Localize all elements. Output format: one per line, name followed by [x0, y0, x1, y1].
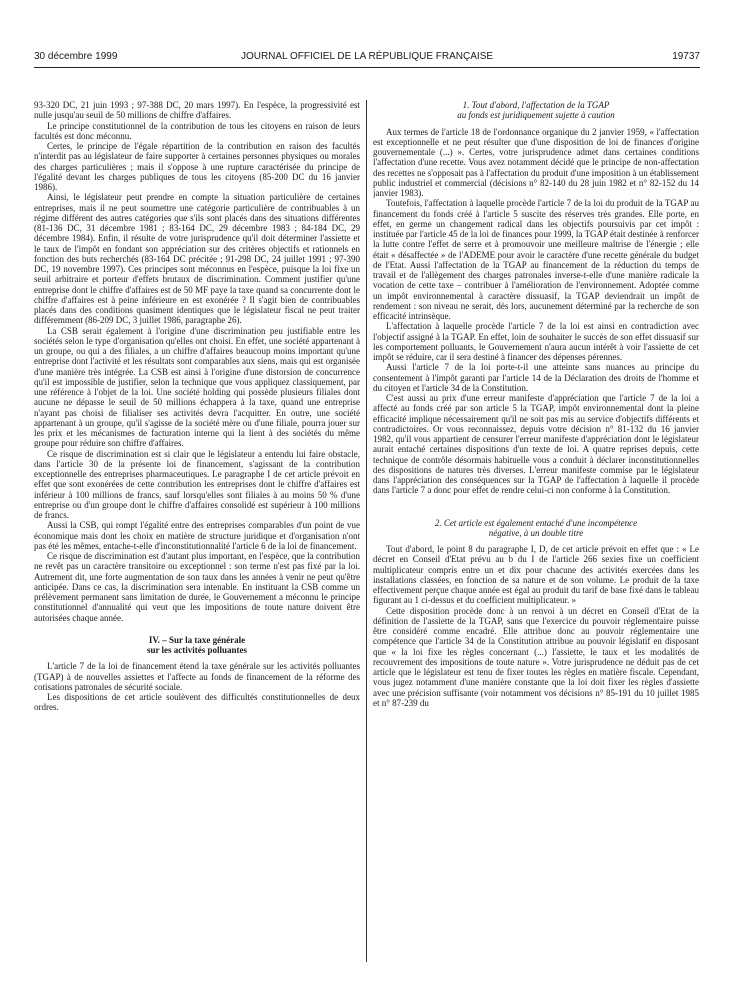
paragraph: Ainsi, le législateur peut prendre en compte la situation particulière de certaines entreprises, mais il ne peut soumettre une catégorie particulière de contribuables à un régime différent des autres catégories que s'ils sont placés dans des situations différentes (81-136 DC, 31 décembre 1981 ; 83-164 DC, 29 décembre 1983 ; 84-184 DC, 29 décembre 1984). Enfin, il résulte de votre jurisprudence qu'il doit déterminer l'assiette et le taux de l'impôt en fondant son appréciation sur des critères objectifs et rationnels en fonction des buts recherchés (83-164 DC précitée ; 91-298 DC, 24 juillet 1991 ; 97-390 DC, 19 novembre 1997). Ces principes sont méconnus en l'espèce, puisque la loi fixe un seuil arbitraire et porteur d'effets brutaux de discrimination. Comment justifier qu'une entreprise dont le chiffre d'affaires est de 50 MF paye la taxe quand sa concurrente dont le chiffre d'affaires est à peine inférieure en est exonérée ? Il s'agit bien de contribuables placés dans des conditions quasiment identiques que le législateur fiscal ne peut traiter différemment (86-209 DC, 3 juillet 1986, paragraphe 26).: [34, 192, 360, 326]
paragraph: Ce risque de discrimination est si clair que le législateur a entendu lui faire obstacle, dans l'article 30 de la présente loi de financement, s'agissant de la contribution exceptionnelle des entreprises pharmaceutiques. Le paragraphe I de cet article prévoit en effet que sont exonérées de cette contribution les entreprises dont le chiffre d'affaires est inférieur à 100 millions de francs, sauf lorsqu'elles sont filiales à au moins 50 % d'une entreprise ou d'un groupe dont le chiffre d'affaires consolidé est supérieur à 100 millions de francs.: [34, 448, 360, 520]
page-header: [34, 50, 700, 72]
paragraph: L'affectation à laquelle procède l'article 7 de la loi est ainsi en contradiction avec l'objectif assigné à la TGAP. En effet, loin de souhaiter le succès de son effet dissuasif sur les comportement polluants, le Gouvernement n'aura aucun intérêt à voir l'assiette de cet impôt se réduire, car il sera destiné à financer des dépenses pérennes.: [373, 321, 699, 362]
subsection-heading-line: négative, à un double titre: [488, 527, 584, 538]
paragraph: Aux termes de l'article 18 de l'ordonnance organique du 2 janvier 1959, « l'affectation est exceptionnelle et ne peut résulter que d'une disposition de loi de finances d'origine gouvernementale (...) ». Certes, votre jurisprudence admet dans certaines conditions l'affectation d'une recette. Vous avez notamment décidé que le principe de non-affectation des recettes ne s'opposait pas à l'affectation du produit d'une imposition à un établissement public industriel et commercial (décisions n° 82-140 du 28 juin 1982 et n° 82-152 du 14 janvier 1983).: [373, 126, 699, 198]
subsection-heading-line: 1. Tout d'abord, l'affectation de la TGAP: [462, 100, 610, 110]
subsection-heading-line: 2. Cet article est également entaché d'une incompétence: [434, 517, 638, 528]
column-divider: [366, 100, 367, 962]
paragraph: Cette disposition procède donc à un renvoi à un décret en Conseil d'Etat de la définition de l'assiette de la TGAP, sans que l'exercice du pouvoir réglementaire puisse être considéré comme encadré. Elle attribue donc au pouvoir réglementaire une compétence que l'article 34 de la Constitution attribue au pouvoir législatif en disposant que « la loi fixe les règles concernant (...) l'assiette, le taux et les modalités de recouvrement des impositions de toute nature ». Votre jurisprudence ne déduit pas de cet article que le législateur est tenu de fixer toutes les règles en matière fiscale. Cependant, vous jugez notamment d'une manière constante que la loi doit fixer les règles d'assiette avec une précision suffisante (voir notamment vos décisions n° 85-191 du 10 juillet 1985 et n° 87-239 du: [373, 605, 699, 708]
paragraph: La CSB serait également à l'origine d'une discrimination peu justifiable entre les sociétés selon le type d'organisation qu'elles ont choisi. En effet, une société appartenant à un groupe, ou qui a des filiales, a un chiffre d'affaires beaucoup moins important qu'une entreprise dont l'activité et les résultats sont comparables aux siens, mais qui est organisée d'une manière très intégrée. La CSB est ainsi à l'origine d'une distorsion de concurrence qu'il est impossible de justifier, selon la technique que vous appliquez classiquement, par une référence à l'objet de la loi. Une société holding qui possède plusieurs filiales dont aucune ne dépasse le seuil de 50 millions échappera à la taxe, quand une entreprise n'ayant pas choisi de filialiser ses activités devra l'acquitter. En outre, une société appartenant à un groupe, qu'il s'agisse de la société mère ou d'une filiale, pourra jouer sur les prix et les mécanismes de facturation interne qui la lient à des sociétés du même groupe pour réduire son chiffre d'affaires.: [34, 325, 360, 449]
paragraph: Ce risque de discrimination est d'autant plus important, en l'espèce, que la contribution ne revêt pas un caractère transitoire ou exceptionnel : son terme n'est pas fixé par la loi. Autrement dit, une forte augmentation de son taux dans les années à venir ne peut qu'être anticipée. Dans ce cas, la discrimination sera intenable. En instituant la CSB comme un prélèvement permanent sans limitation de durée, le Gouvernement a méconnu le principe constitutionnel d'annualité qui veut que les impositions de toute nature doivent être autorisées chaque année.: [34, 551, 360, 623]
section-title-line: IV. – Sur la taxe générale: [148, 634, 246, 645]
paragraph: Les dispositions de cet article soulèvent des difficultés constitutionnelles de deux ordres.: [34, 692, 360, 713]
paragraph: Aussi la CSB, qui rompt l'égalité entre des entreprises comparables d'un point de vue économique mais dont les choix en matière de structure juridique et d'organisation n'ont pas été les mêmes, entache-t-elle d'inconstitutionnalité l'article 6 de la loi de financement.: [34, 520, 360, 551]
paragraph: Toutefois, l'affectation à laquelle procède l'article 7 de la loi du produit de la TGAP au financement du fonds créé à l'article 5 suscite des réserves très grandes. Elle porte, en effet, en germe un changement radical dans les objectifs poursuivis par cet impôt : instituée par l'article 45 de la loi de finances pour 1999, la TGAP était destinée à renforcer la lutte contre l'effet de serre et à promouvoir une meilleure maîtrise de l'énergie ; elle était « désaffectée » de l'ADEME pour avoir le caractère d'une recette générale du budget de l'Etat. Aussi l'affectation de la TGAP au financement de la réduction du temps de travail et de l'allègement des charges patronales inverse-t-elle d'une manière radicale la vocation de cette taxe – contribuer à l'amélioration de l'environnement. Adoptée comme un impôt environnemental à caractère dissuasif, la TGAP deviendrait un impôt de rendement : son niveau ne serait, dès lors, aucunement déterminé par la recherche de son efficacité intrinsèque.: [373, 198, 699, 321]
header-date: 30 décembre 1999: [34, 51, 118, 62]
paragraph: C'est aussi au prix d'une erreur manifeste d'appréciation que l'article 7 de la loi a affecté au fonds créé par son article 5 la TGAP, impôt environnemental dont la pleine efficacité implique nécessairement qu'il ne soit pas mis au service d'objectifs différents et contradictoires. Or vous reconnaissez, depuis votre décision n° 81-132 du 16 janvier 1982, qu'il vous appartient de censurer l'erreur manifeste d'appréciation dont le législateur aurait entaché certaines dispositions d'un texte de loi. A quatre reprises depuis, cette technique de contrôle désormais habituelle vous a conduit à déclarer inconstitutionnelles des dispositions de natures très diverses. L'erreur manifeste commise par le législateur dans l'appréciation des conséquences sur la TGAP de l'affectation à laquelle il procède dans l'article 7 a donc pour effet de rendre celui-ci non conforme à la Constitution.: [373, 393, 699, 496]
header-rule: [34, 67, 700, 68]
section-title-line: sur les activités polluantes: [146, 645, 248, 655]
paragraph: 93-320 DC, 21 juin 1993 ; 97-388 DC, 20 mars 1997). En l'espèce, la progressivité est nulle jusqu'au seuil de 50 millions de chiffre d'affaires.: [34, 100, 360, 121]
paragraph: L'article 7 de la loi de financement étend la taxe générale sur les activités polluantes (TGAP) à de nouvelles assiettes et l'affecte au fonds de financement de la réforme des cotisations patronales de sécurité sociale.: [34, 661, 360, 692]
left-column: [34, 100, 360, 970]
paragraph: Tout d'abord, le point 8 du paragraphe I, D, de cet article prévoit en effet que : « Le décret en Conseil d'Etat prévu au b du I de l'article 266 sexies fixe un coefficient multiplicateur compris entre un et dix pour chacune des activités exercées dans les installations classées, en fonction de sa nature et de son volume. Le produit de la taxe effectivement perçue chaque année est égal au produit du tarif de base fixé dans le tableau figurant au 1 ci-dessus et du coefficient multiplicateur. »: [373, 544, 699, 606]
paragraph: Certes, le principe de l'égale répartition de la contribution en raison des facultés n'interdit pas au législateur de faire supporter à certaines personnes physiques ou morales des charges particulières ; mais il s'oppose à une rupture caractérisée du principe de l'égalité devant les charges publiques de tous les citoyens (85-200 DC du 16 janvier 1986).: [34, 141, 360, 192]
paragraph: Le principe constitutionnel de la contribution de tous les citoyens en raison de leurs facultés est donc méconnu.: [34, 120, 360, 141]
subsection-heading-line: au fonds est juridiquement sujette à caution: [457, 110, 615, 121]
header-page-number: 19737: [672, 51, 700, 62]
right-column: [373, 100, 699, 970]
header-journal-title: JOURNAL OFFICIEL DE LA RÉPUBLIQUE FRANÇAISE: [240, 51, 494, 62]
paragraph: Aussi l'article 7 de la loi porte-t-il une atteinte sans nuances au principe du consentement à l'impôt garanti par l'article 14 de la Déclaration des droits de l'homme et du citoyen et l'article 34 de la Constitution.: [373, 362, 699, 393]
